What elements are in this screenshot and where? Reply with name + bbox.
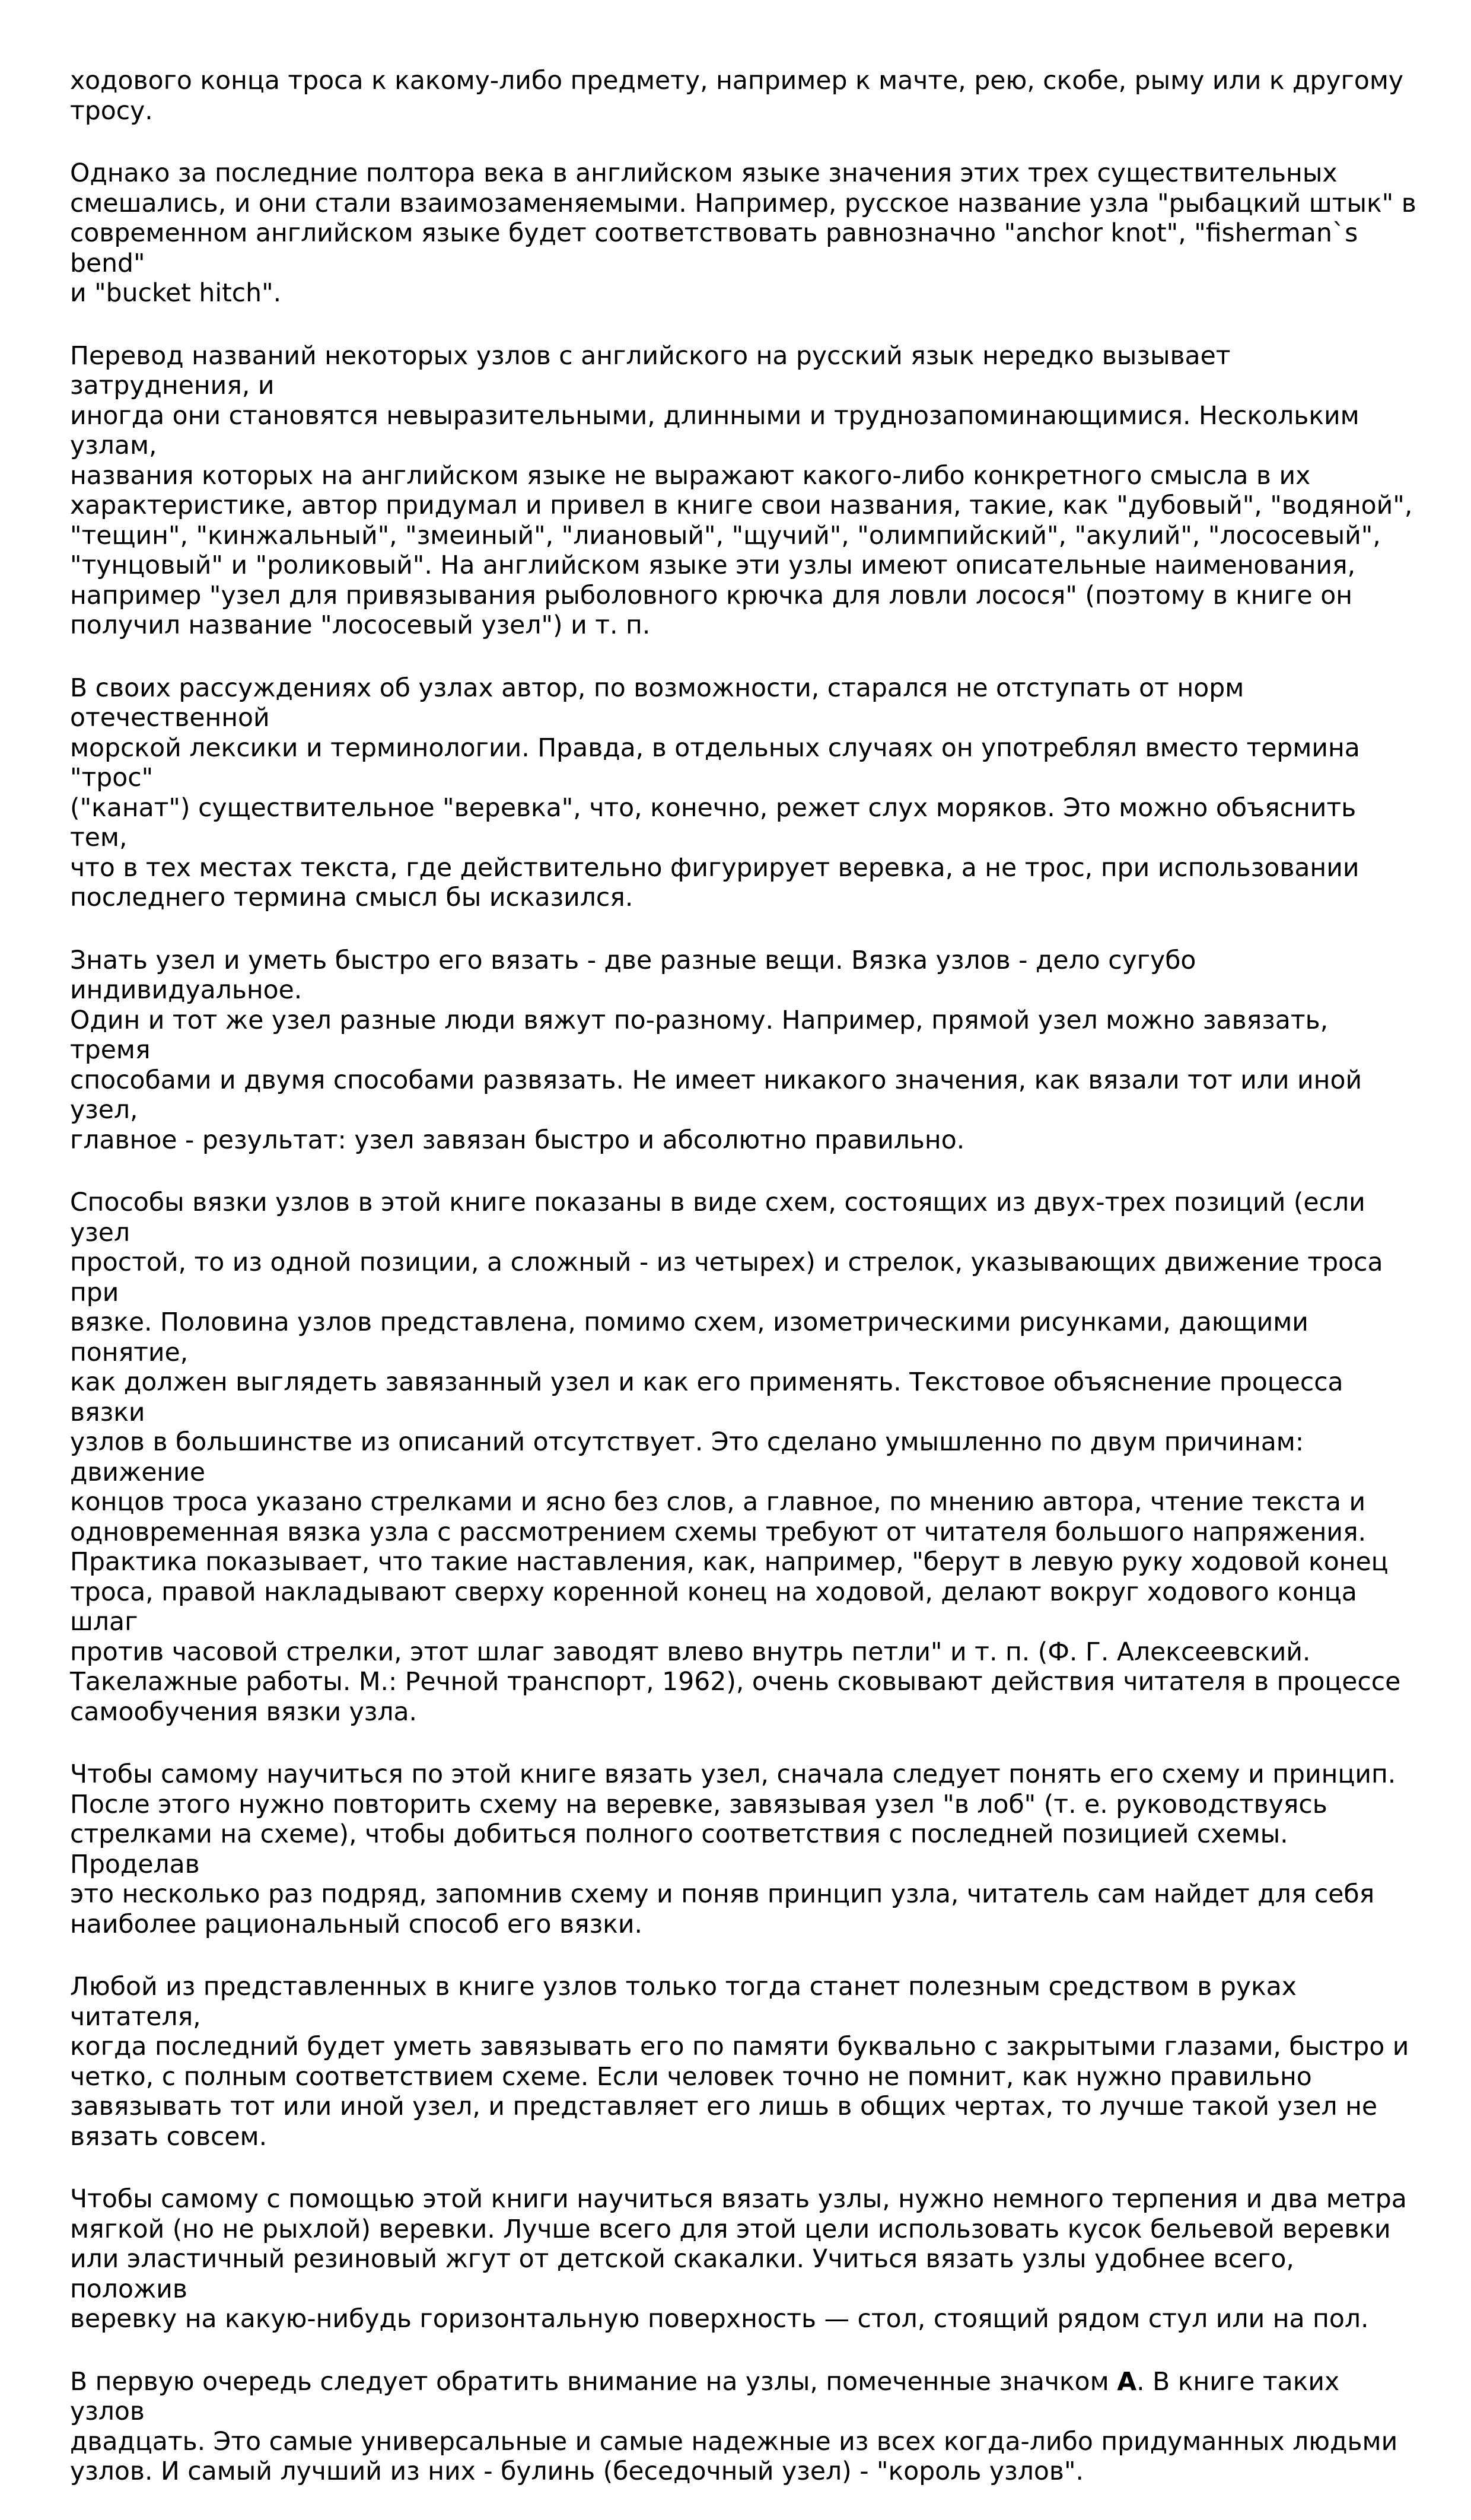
- final-paragraph: [70, 2368, 1416, 2487]
- paragraph: ходового конца троса к какому-либо предмету, например к мачте, рею, скобе, рыму или к другому тросу.: [70, 66, 1404, 126]
- document-page: [70, 66, 1416, 2520]
- paragraph: Перевод названий некоторых узлов с английского на русский язык нередко вызывает затруднения, и иногда они становятся невыразительными, длинными и труднозапоминающимися. Нескольким узлам, названия которых на английском языке не выражают какого-либо конкретного смысла в их характеристике, автор придумал и привел в книге свои названия, такие, как "дубовый", "водяной", "тещин", "кинжальный", "змеиный", "лиановый", "щучий", "олимпийский", "акулий", "лососевый", "тунцовый" и "роликовый". На английском языке эти узлы имеют описательные наименования, например "узел для привязывания рыболовного крючка для ловли лосося" (поэтому в книге он получил название "лососевый узел") и т. п.: [70, 341, 1413, 640]
- paragraph: Чтобы самому научиться по этой книге вязать узел, сначала следует понять его схему и принцип. После этого нужно повторить схему на веревке, завязывая узел "в лоб" (т. е. руководствуясь стрелками на схеме), чтобы добиться полного соответствия с последней позицией схемы. Проделав это несколько раз подряд, запомнив схему и поняв принцип узла, читатель сам найдет для себя наиболее рациональный способ его вязки.: [70, 1760, 1396, 1939]
- paragraph: Однако за последние полтора века в английском языке значения этих трех существительных смешались, и они стали взаимозаменяемыми. Например, русское название узла "рыбацкий штык" в современном английском языке будет соответствовать равнозначно "anchor knot", "fisherman`s bend" и "bucket hitch".: [70, 159, 1416, 308]
- final-paragraph-line: узлов. И самый лучший из них - булинь (беседочный узел) - "король узлов".: [70, 2457, 1084, 2486]
- paragraph: Любой из представленных в книге узлов только тогда станет полезным средством в руках читателя, когда последний будет уметь завязывать его по памяти буквально с закрытыми глазами, быстро и четко, с полным соответствием схеме. Если человек точно не помнит, как нужно правильно завязывать тот или иной узел, и представляет его лишь в общих чертах, то лучше такой узел не вязать совсем.: [70, 1972, 1409, 2152]
- paragraph: Способы вязки узлов в этой книге показаны в виде схем, состоящих из двух-трех позиций (если узел простой, то из одной позиции, а сложный - из четырех) и стрелок, указывающих движение троса при вязке. Половина узлов представлена, помимо схем, изометрическими рисунками, дающими понятие, как должен выглядеть завязанный узел и как его применять. Текстовое объяснение процесса вязки узлов в большинстве из описаний отсутствует. Это сделано умышленно по двум причинам: движение концов троса указано стрелками и ясно без слов, а главное, по мнению автора, чтение текста и одновременная вязка узла с рассмотрением схемы требуют от читателя большого напряжения. Практика показывает, что такие наставления, как, например, "берут в левую руку ходовой конец троса, правой накладывают сверху коренной конец на ходовой, делают вокруг ходового конца шлаг против часовой стрелки, этот шлаг заводят влево внутрь петли" и т. п. (Ф. Г. Алексеевский. Такелажные работы. М.: Речной транспорт, 1962), очень сковывают действия читателя в процессе самообучения вязки узла.: [70, 1188, 1401, 1727]
- final-paragraph-line: двадцать. Это самые универсальные и самые надежные из всех когда-либо придуманных людьми: [70, 2427, 1398, 2457]
- paragraph: Чтобы самому с помощью этой книги научиться вязать узлы, нужно немного терпения и два метра мягкой (но не рыхлой) веревки. Лучше всего для этой цели использовать кусок бельевой веревки или эластичный резиновый жгут от детской скакалки. Учиться вязать узлы удобнее всего, положив веревку на какую-нибудь горизонтальную поверхность — стол, стоящий рядом стул или на пол.: [70, 2185, 1407, 2334]
- paragraph: Знать узел и уметь быстро его вязать - две разные вещи. Вязка узлов - дело сугубо индивидуальное. Один и тот же узел разные люди вяжут по-разному. Например, прямой узел можно завязать, тремя способами и двумя способами развязать. Не имеет никакого значения, как вязали тот или иной узел, главное - результат: узел завязан быстро и абсолютно правильно.: [70, 946, 1362, 1155]
- knot-mark-symbol: A: [1117, 2367, 1137, 2397]
- final-paragraph-start: В первую очередь следует обратить внимание на узлы, помеченные значком: [70, 2367, 1117, 2397]
- final-paragraph-rest: . В книге таких узлов: [70, 2367, 1340, 2426]
- paragraph: В своих рассуждениях об узлах автор, по возможности, старался не отступать от норм отечественной морской лексики и терминологии. Правда, в отдельных случаях он употреблял вместо термина "трос" ("канат") существительное "веревка", что, конечно, режет слух моряков. Это можно объяснить тем, что в тех местах текста, где действительно фигурирует веревка, а не трос, при использовании последнего термина смысл бы исказился.: [70, 673, 1360, 912]
